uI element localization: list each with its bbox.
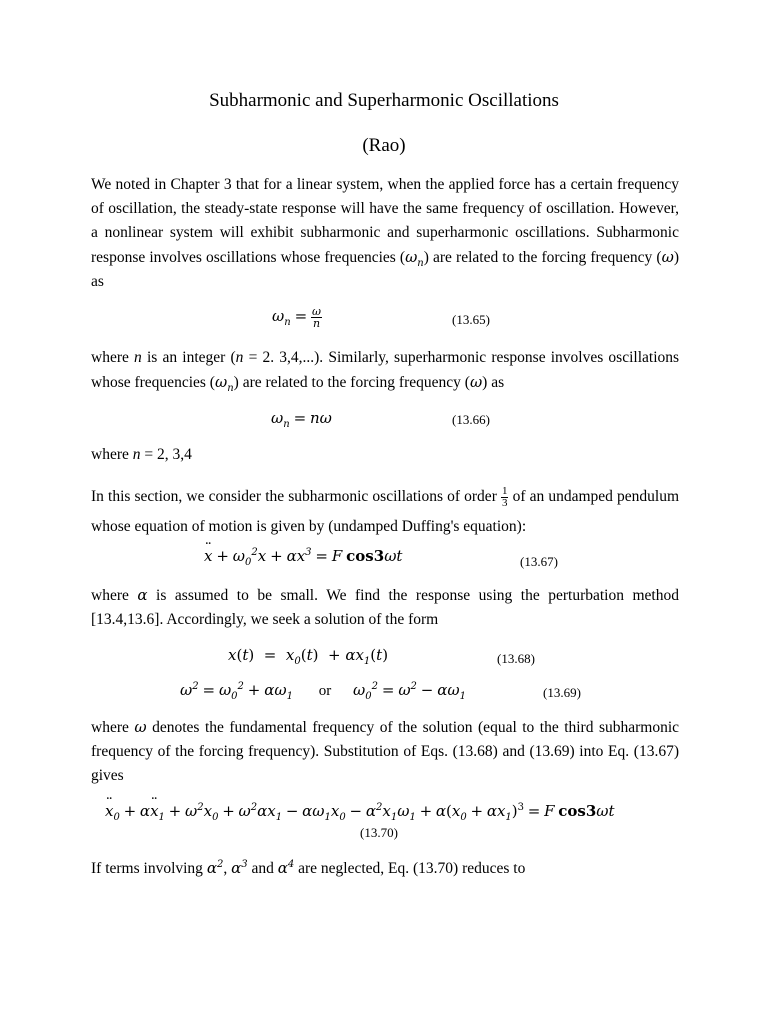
paragraph-perturbation: where α is assumed to be small. We find the response using the perturbation method [13.4,13.6]. Accordingly, we seek a solution of the form bbox=[91, 586, 679, 628]
paragraph-text: is an integer ( bbox=[146, 349, 236, 366]
equation-13-68: $x(t) = x_0(t) + \alpha x_1(t)$ bbox=[228, 646, 389, 667]
equation-13-70: ¨ $x_0$ + α¨ $x_1 + \omega^2x_0 + \omega^2\alpha x_1 - \alpha\omega_1x_0 - \alpha^2x_1\omega_1 + \alpha(x_0 + \alpha x_1)^3 = F$ cos3ωt bbox=[105, 802, 615, 821]
paragraph-text: where bbox=[91, 446, 129, 463]
equation-13-65: $\omega_n$ = $\frac{\omega}{n}$ bbox=[272, 305, 321, 330]
equation-number: (13.68) bbox=[497, 651, 535, 666]
paragraph-text: = 2, 3,4 bbox=[144, 446, 192, 463]
paragraph-n-values: where n = 2, 3,4 bbox=[91, 446, 192, 463]
equation-13-67: ¨ $x + \omega_0^2x + \alpha x^3 = F$ cos3ωt bbox=[204, 547, 402, 566]
paragraph-text: are related to the forcing frequency bbox=[433, 249, 653, 266]
equation-number: (13.66) bbox=[452, 412, 490, 427]
paragraph-text: are related to the forcing frequency bbox=[242, 374, 461, 391]
paragraph-text: We noted in Chapter 3 that for a linear system, when the applied force has a certain frequency of oscillation, the steady-state response will have the same frequency of oscillation. However, a nonlinear system will exhibit subharmonic and superharmonic oscillations. Subharmonic response involves oscillations whose frequencies bbox=[91, 176, 679, 266]
paragraph-intro: We noted in Chapter 3 that for a linear system, when the applied force has a certain frequency of oscillation, the steady-state response will have the same frequency of oscillation. However, a nonlinear system will exhibit subharmonic and superharmonic oscillations. Subharmonic response involves oscillations whose frequencies $(\omega_n)$ are related to the forcing frequency (ω) as bbox=[91, 176, 679, 290]
equation-number: (13.65) bbox=[452, 312, 490, 327]
document-author: (Rao) bbox=[362, 135, 406, 156]
paragraph-text: denotes the fundamental frequency of the solution (equal to the third subharmonic frequency of the forcing frequency). Substitution of Eqs. (13.68) and (13.69) into Eq. (13.67) gives bbox=[91, 719, 680, 784]
paragraph-text: are neglected, Eq. (13.70) reduces to bbox=[298, 860, 526, 877]
paragraph-subharmonic: where n is an integer (n = 2. 3,4,...). Similarly, superharmonic response involves oscillations whose frequencies $(\omega_n)$ are related to the forcing frequency (ω) as bbox=[91, 349, 680, 394]
paragraph-text: where bbox=[91, 349, 129, 366]
paragraph-text: If terms involving bbox=[91, 860, 203, 877]
equation-number: (13.70) bbox=[360, 825, 398, 840]
paragraph-reduction: If terms involving $\alpha^2$, $\alpha^3$ and $\alpha^4$ are neglected, Eq. (13.70) reduces to bbox=[91, 859, 526, 877]
paragraph-section-intro: In this section, we consider the subharmonic oscillations of order $\frac{1}{3}$ of an undamped pendulum whose equation of motion is given by (undamped Duffing's equation): bbox=[91, 484, 679, 535]
paragraph-text: where bbox=[91, 587, 129, 604]
paragraph-text: is assumed to be small. We find the response using the perturbation method [13.4,13.6]. Accordingly, we seek a solution of the form bbox=[91, 587, 679, 628]
paragraph-text: as bbox=[491, 374, 505, 391]
paragraph-text: and bbox=[251, 860, 274, 877]
or-text: or bbox=[318, 683, 332, 699]
paragraph-text: of an undamped pendulum whose equation of motion is given by (undamped Duffing's equation): bbox=[91, 488, 679, 535]
paragraph-fundamental: where ω denotes the fundamental frequency of the solution (equal to the third subharmonic frequency of the forcing frequency). Substitution of Eqs. (13.68) and (13.69) into Eq. (13.67) gives bbox=[91, 718, 680, 784]
equation-number: (13.67) bbox=[520, 554, 558, 569]
paragraph-text: where bbox=[91, 719, 129, 736]
paragraph-text: = 2. 3,4,...). Similarly, superharmonic response involves oscillations whose frequencies bbox=[91, 349, 680, 391]
equation-number: (13.69) bbox=[543, 685, 581, 700]
document-title: Subharmonic and Superharmonic Oscillations bbox=[209, 90, 559, 111]
cos-text: cos3 bbox=[558, 802, 597, 820]
paragraph-text: as bbox=[91, 273, 104, 290]
equation-13-69: $\omega^2 = \omega_0^2 + \alpha\omega_1$ or $\omega_0^2 = \omega^2 - \alpha\omega_1$ bbox=[180, 681, 466, 702]
cos-text: cos3 bbox=[346, 547, 385, 565]
paragraph-text: In this section, we consider the subharmonic oscillations of order bbox=[91, 488, 497, 505]
equation-13-66: $\omega_n = n\omega$ bbox=[271, 409, 332, 430]
